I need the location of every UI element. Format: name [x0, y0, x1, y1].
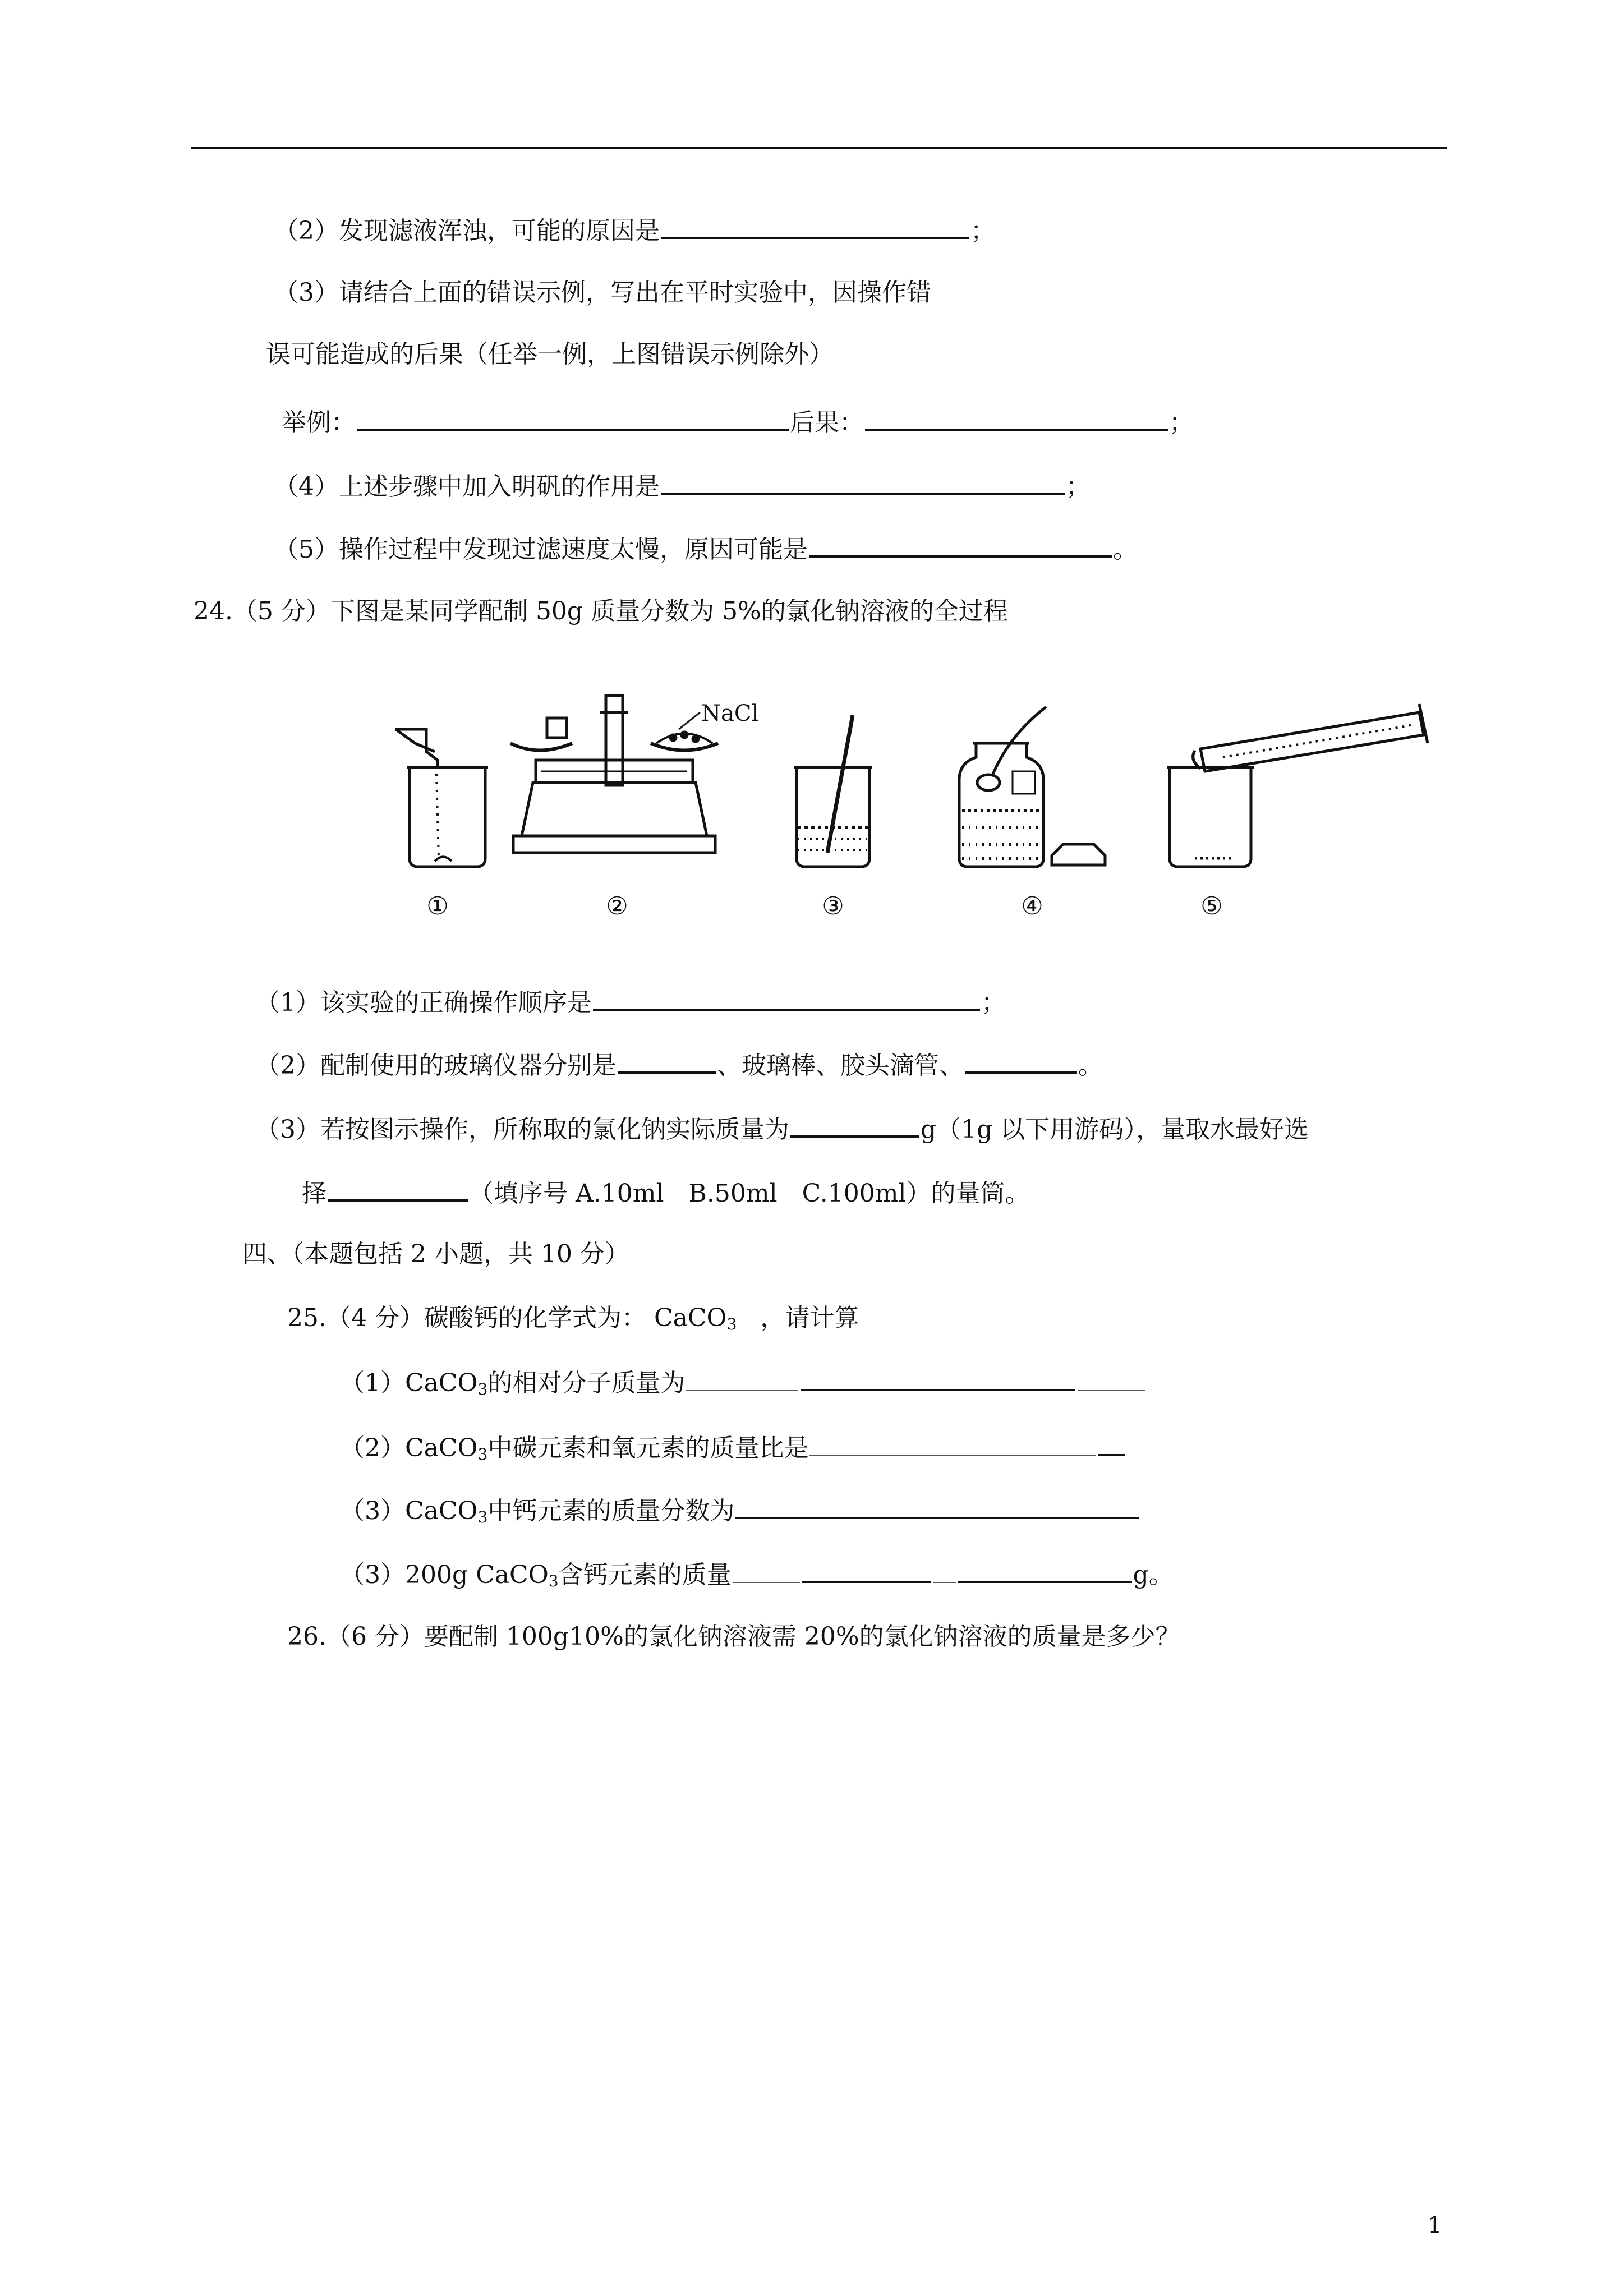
q25-item-3	[340, 1492, 1140, 1534]
q24-item-1	[255, 984, 1006, 1020]
beaker-with-funnel-icon	[395, 729, 488, 867]
q25-4-pre: （3）200g CaCO	[340, 1561, 549, 1589]
answer-blank[interactable]	[1078, 1365, 1145, 1391]
consequence-label: 后果：	[790, 408, 864, 437]
q23-4-end: ；	[1066, 472, 1091, 501]
q23-item-5	[274, 531, 1138, 567]
answer-blank[interactable]	[809, 1430, 1096, 1456]
q25-1-text: 的相对分子质量为	[487, 1369, 686, 1397]
answer-blank[interactable]	[958, 1556, 1132, 1583]
q25-item-4	[340, 1556, 1174, 1598]
graduated-cylinder-pouring-icon	[1167, 704, 1428, 867]
q23-item-3-example	[282, 404, 1194, 440]
answer-blank[interactable]	[735, 1492, 1139, 1519]
example-label: 举例：	[282, 408, 356, 437]
q23-5-end: 。	[1113, 535, 1138, 564]
answer-blank[interactable]	[802, 1556, 931, 1583]
q23-2-text: （2）发现滤液浑浊，可能的原因是	[274, 217, 660, 245]
answer-blank[interactable]	[801, 1364, 1075, 1391]
step-label: ③	[822, 892, 844, 921]
q23-item-3-line1: （3）请结合上面的错误示例，写出在平时实验中，因操作错	[274, 278, 931, 307]
answer-blank[interactable]	[1098, 1429, 1125, 1456]
answer-blank[interactable]	[593, 984, 980, 1011]
q24-item-3-line1	[255, 1111, 1309, 1147]
answer-blank[interactable]	[618, 1047, 716, 1074]
solution-preparation-figure	[393, 690, 1447, 926]
q25-stem	[287, 1301, 859, 1341]
step-label: ②	[606, 892, 628, 921]
q23-2-end: ；	[970, 217, 995, 245]
step-label: ⑤	[1200, 892, 1223, 921]
q24-item-3-line2	[302, 1175, 1030, 1211]
section-4-heading: 四、（本题包括 2 小题，共 10 分）	[242, 1240, 629, 1268]
q24-item-2	[255, 1047, 1103, 1083]
example-blank[interactable]	[357, 404, 789, 431]
formula-subscript: 3	[548, 1572, 559, 1590]
figure-svg	[393, 690, 1447, 926]
balance-scale-icon	[510, 696, 718, 853]
q25-1-pre: （1）CaCO	[340, 1369, 478, 1397]
q23-4-text: （4）上述步骤中加入明矾的作用是	[274, 472, 660, 501]
q24-stem: 24.（5 分）下图是某同学配制 50g 质量分数为 5%的氯化钠溶液的全过程	[194, 597, 1008, 625]
q25-item-1	[340, 1364, 1146, 1406]
page-number: 1	[1428, 2212, 1442, 2238]
q26-stem: 26.（6 分）要配制 100g10%的氯化钠溶液需 20%的氯化钠溶液的质量是多少？	[287, 1622, 1180, 1651]
q25-4-text: 含钙元素的质量	[558, 1561, 732, 1589]
answer-blank[interactable]	[790, 1111, 919, 1138]
q23-5-text: （5）操作过程中发现过滤速度太慢，原因可能是	[274, 535, 808, 564]
q24-2-text: （2）配制使用的玻璃仪器分别是	[255, 1051, 617, 1080]
q25-item-2	[340, 1429, 1126, 1471]
q23-item-3-line2: 误可能造成的后果（任举一例，上图错误示例除外）	[266, 340, 834, 369]
answer-blank[interactable]	[933, 1557, 956, 1583]
q25-4-end: g。	[1133, 1561, 1174, 1589]
q24-2-mid: 、玻璃棒、胶头滴管、	[717, 1051, 964, 1080]
answer-blank[interactable]	[661, 468, 1065, 495]
header-rule	[191, 147, 1447, 149]
formula-subscript: 3	[477, 1445, 488, 1464]
q24-3-text: （3）若按图示操作，所称取的氯化钠实际质量为	[255, 1115, 789, 1144]
formula-subscript: 3	[477, 1380, 488, 1398]
answer-blank[interactable]	[686, 1365, 798, 1391]
formula-subscript: 3	[726, 1315, 737, 1333]
q23-item-4	[274, 468, 1091, 504]
nacl-label: NaCl	[701, 701, 759, 726]
q24-1-end: ；	[981, 988, 1006, 1017]
answer-blank[interactable]	[661, 212, 969, 239]
answer-blank[interactable]	[965, 1047, 1077, 1074]
answer-blank[interactable]	[328, 1175, 468, 1202]
q25-3-text: 中钙元素的质量分数为	[487, 1497, 735, 1525]
formula-subscript: 3	[477, 1508, 488, 1526]
answer-blank[interactable]	[733, 1557, 800, 1583]
q24-2-end: 。	[1078, 1051, 1103, 1080]
q23-item-2	[274, 212, 995, 248]
q25-3-pre: （3）CaCO	[340, 1497, 478, 1525]
q25-end: ，请计算	[760, 1304, 859, 1332]
q25-2-text: 中碳元素和氧元素的质量比是	[487, 1434, 809, 1462]
step-label: ④	[1021, 892, 1043, 921]
q24-3-cont: g（1g 以下用游码），量取水最好选	[921, 1115, 1309, 1144]
formula: CaCO	[654, 1304, 727, 1332]
q23-3-end: ；	[1169, 408, 1194, 437]
step-label: ①	[426, 892, 449, 921]
consequence-blank[interactable]	[865, 404, 1168, 431]
q24-3-options: （填序号 A.10ml B.50ml C.100ml）的量筒。	[469, 1179, 1030, 1208]
q24-1-text: （1）该实验的正确操作顺序是	[255, 988, 592, 1017]
beaker-with-glass-rod-icon	[794, 715, 872, 867]
q25-text: 25.（4 分）碳酸钙的化学式为：	[287, 1304, 646, 1332]
reagent-jar-icon	[959, 707, 1105, 867]
q24-3-choose: 择	[302, 1179, 326, 1208]
answer-blank[interactable]	[809, 531, 1112, 558]
q25-2-pre: （2）CaCO	[340, 1434, 478, 1462]
